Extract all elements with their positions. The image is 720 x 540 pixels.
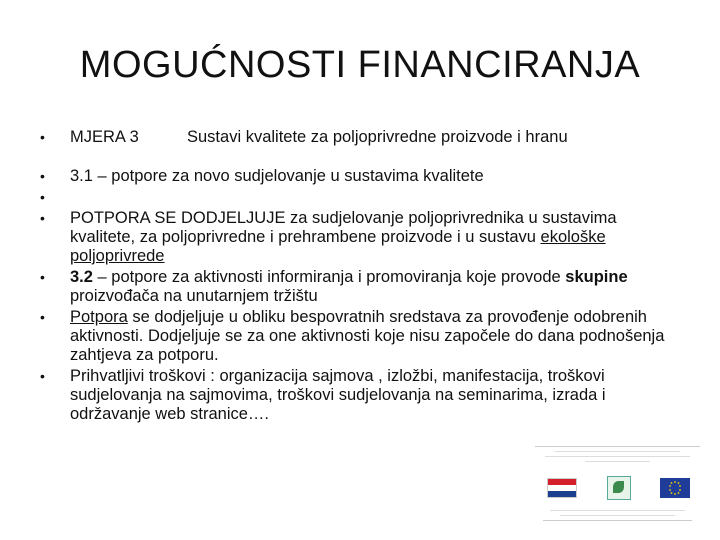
bullet-icon: • [40,269,45,285]
item-potpora-text: POTPORA SE DODJELJUJE za sudjelovanje poljoprivrednika u sustavima kvalitete, za poljoprivredne i prehrambene proizvode i u sustavu [70,209,617,246]
bullet-icon: • [40,189,45,205]
item-3-2-number: 3.2 [70,268,93,286]
bullet-icon: • [40,368,45,384]
mjera-label: MJERA 3 [70,128,139,146]
list-item-3-2 [40,268,680,306]
eu-flag-icon [660,478,690,498]
item-3-1-text: 3.1 – potpore za novo sudjelovanje u sustavima kvalitete [70,167,484,185]
list-item-potpora-dodjeljuje [40,209,680,266]
logo-row [547,476,690,500]
list-item-troskovi [40,367,680,424]
funding-fine-print [535,442,700,468]
bullet-icon: • [40,309,45,325]
bullet-icon: • [40,210,45,226]
item-3-2-text: – potpore za aktivnosti informiranja i promoviranja koje provode [92,268,566,286]
item-ekoloske-link: ekološke poljoprivrede [70,228,606,265]
eu-funding-logo-box [535,442,700,530]
item-potpora-word: Potpora [70,308,128,326]
list-item-potpora [40,308,680,365]
funding-fine-print-bottom [535,506,700,526]
page-title: MOGUĆNOSTI FINANCIRANJA [79,44,641,86]
list-item-mjera [40,128,680,147]
croatia-flag-icon [547,478,577,498]
item-potpora-desc: se dodjeljuje u obliku bespovratnih sredstava za provođenje odobrenih aktivnosti. Dodjeljuje se za one aktivnosti koje nisu započele do dana podnošenja zahtjeva za potporu. [70,308,665,364]
mjera-text: Sustavi kvalitete za poljoprivredne proizvode i hranu [187,128,568,146]
bullet-list [40,128,680,424]
bullet-icon: • [40,129,45,145]
item-3-2-rest: proizvođača na unutarnjem tržištu [70,287,318,305]
item-troskovi-text: Prihvatljivi troškovi : organizacija sajmova , izložbi, manifestacija, troškovi sudjelovanja na sajmovima, troškovi sudjelovanja na seminarima, izrada i održavanje web stranice…. [70,367,606,423]
bullet-icon: • [40,168,45,184]
leader-logo-icon [607,476,631,500]
list-item-empty [40,188,680,207]
item-3-2-skupine: skupine [565,268,628,286]
list-item-3-1 [40,167,680,186]
